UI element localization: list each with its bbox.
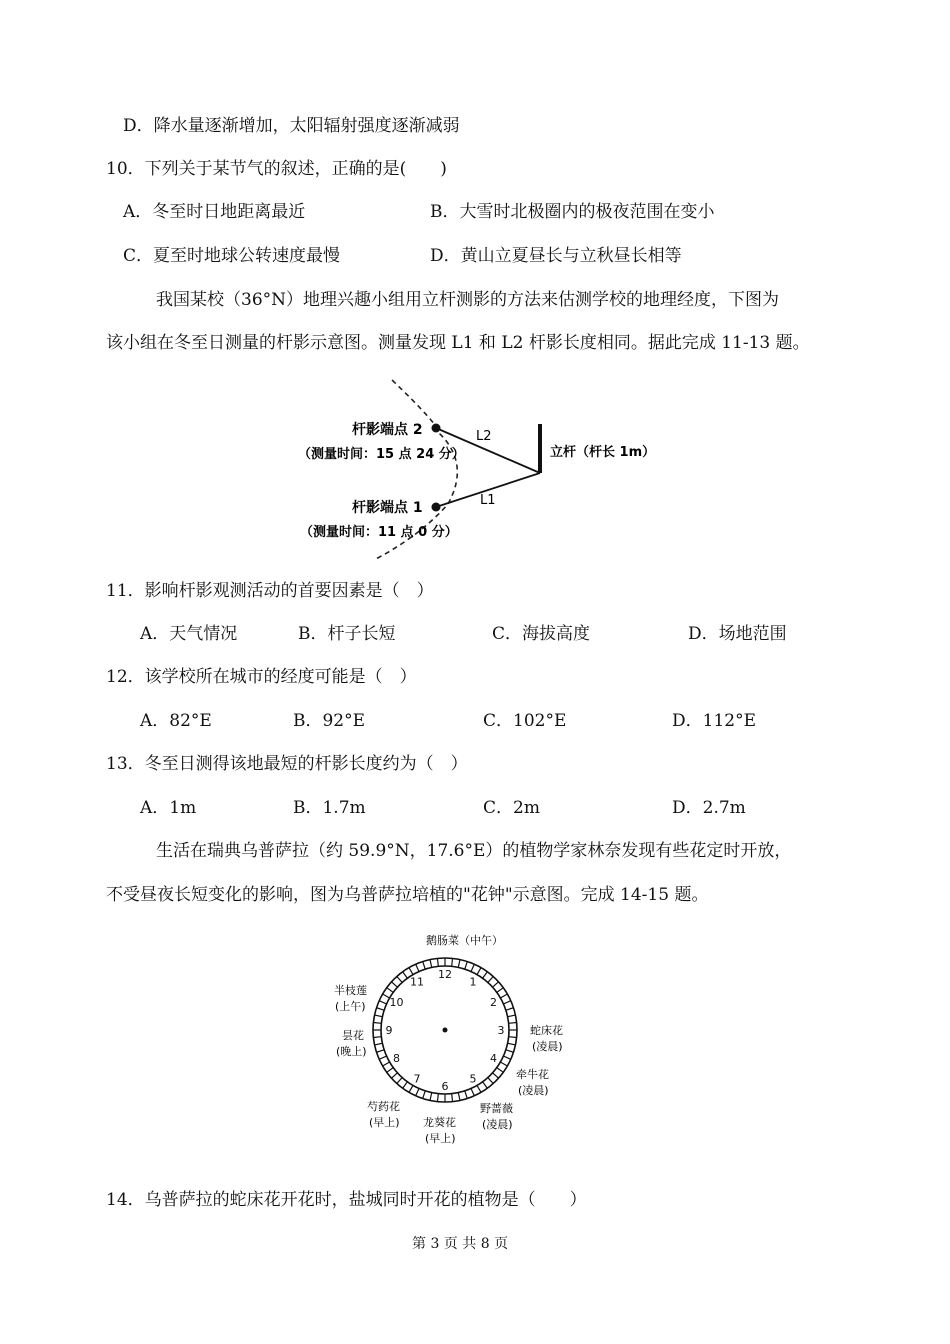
clock-ring-tick — [488, 1078, 493, 1084]
flower-bottom-time: (早上) — [425, 1132, 456, 1145]
clock-ring-tick — [437, 1094, 438, 1102]
shadow-tip-1 — [432, 503, 441, 512]
point1-time: （测量时间：11 点 0 分） — [300, 525, 458, 540]
clock-ring-tick — [373, 1037, 381, 1038]
clock-number: 1 — [469, 975, 477, 989]
flower-lower-right-time: (凌晨) — [518, 1084, 549, 1097]
l1-label: L1 — [480, 493, 496, 508]
clock-ring-tick — [409, 968, 413, 975]
q13-option-a: A．1m — [140, 798, 197, 818]
q10-option-b: B．大雪时北极圈内的极夜范围在变小 — [430, 202, 715, 222]
clock-ring-tick — [477, 968, 481, 975]
clock-number: 12 — [438, 968, 452, 981]
clock-ring-tick — [416, 964, 419, 971]
flower-upper-left-time: (上午) — [335, 1000, 366, 1013]
clock-ring-tick — [493, 982, 499, 987]
clock-ring-tick — [409, 1085, 413, 1092]
flower-lower-right-name: 牵牛花 — [516, 1068, 549, 1081]
clock-center-dot — [443, 1028, 448, 1033]
flower-right-name: 蛇床花 — [530, 1024, 563, 1037]
clock-ring-tick — [497, 988, 503, 993]
flower-right-time: (凌晨) — [532, 1040, 563, 1053]
l2-label: L2 — [476, 429, 492, 444]
clock-ring-tick — [430, 960, 432, 968]
clock-ring-tick — [500, 994, 507, 998]
point2-label: 杆影端点 2 — [352, 422, 423, 438]
clock-ring-tick — [458, 960, 460, 968]
clock-ring-tick — [506, 1008, 514, 1010]
page-footer: 第 3 页 共 8 页 — [412, 1236, 509, 1252]
flower-left-time: (晚上) — [336, 1045, 367, 1058]
clock-ring-tick — [379, 1001, 386, 1004]
clock-ring-tick — [375, 1015, 383, 1017]
q11-option-a: A．天气情况 — [140, 624, 238, 644]
point2-time: （测量时间：15 点 24 分） — [298, 447, 465, 462]
flower-bottom-right-name: 野蔷薇 — [480, 1102, 513, 1115]
clock-ring-tick — [387, 1068, 393, 1073]
clock-number: 7 — [413, 1072, 421, 1086]
flower-left-name: 昙花 — [342, 1029, 364, 1042]
clock-ring-tick — [503, 1056, 510, 1059]
q10-option-c: C．夏至时地球公转速度最慢 — [123, 246, 341, 266]
clock-number: 6 — [441, 1080, 449, 1093]
clock-ring-tick — [391, 1073, 397, 1078]
q11-option-c: C．海拔高度 — [492, 624, 591, 644]
q12-option-c: C．102°E — [483, 711, 567, 731]
clock-ring-tick — [458, 1093, 460, 1101]
clock-ring-tick — [488, 976, 493, 982]
flower-clock-figure — [320, 922, 650, 1152]
flower-bottom-name: 龙葵花 — [423, 1116, 456, 1129]
clock-ring-tick — [373, 1022, 381, 1023]
clock-ring-tick — [452, 1094, 453, 1102]
point1-label: 杆影端点 1 — [352, 500, 423, 516]
q12-stem: 12．该学校所在城市的经度可能是（ ） — [106, 667, 417, 687]
clock-number: 9 — [385, 1024, 393, 1037]
clock-ring-tick — [403, 1082, 408, 1088]
flower-upper-left-name: 半枝莲 — [334, 984, 367, 997]
clock-number: 4 — [489, 1052, 497, 1065]
q11-option-b: B．杆子长短 — [298, 624, 396, 644]
clock-number: 8 — [393, 1052, 401, 1065]
pole-shadow-figure — [290, 376, 670, 564]
clock-ring-tick — [503, 1001, 510, 1004]
clock-ring-tick — [465, 962, 467, 970]
clock-number: 5 — [469, 1072, 477, 1086]
clock-ring-tick — [377, 1008, 385, 1010]
q12-option-b: B．92°E — [293, 711, 366, 731]
clock-number: 11 — [410, 975, 424, 989]
clock-ring-tick — [452, 958, 453, 966]
clock-ring-tick — [397, 976, 402, 982]
clock-ring-tick — [509, 1037, 517, 1038]
clock-ring-tick — [383, 1062, 390, 1066]
clock-ring-tick — [506, 1050, 514, 1052]
q10-stem: 10．下列关于某节气的叙述，正确的是( ) — [106, 159, 447, 179]
q10-option-d: D．黄山立夏昼长与立秋昼长相等 — [430, 246, 682, 266]
q13-stem: 13．冬至日测得该地最短的杆影长度约为（ ） — [106, 754, 468, 774]
q11-option-d: D．场地范围 — [688, 624, 787, 644]
clock-ring-tick — [465, 1091, 467, 1099]
q14-stem: 14．乌普萨拉的蛇床花开花时，盐城同时开花的植物是（ ） — [106, 1190, 587, 1210]
clock-ring-tick — [493, 1073, 499, 1078]
clock-ring-tick — [437, 958, 438, 966]
flower-bottom-left-name: 芍药花 — [367, 1100, 400, 1113]
intro2-line2: 不受昼夜长短变化的影响，图为乌普萨拉培植的"花钟"示意图。完成 14-15 题。 — [106, 885, 709, 905]
clock-ring-tick — [430, 1093, 432, 1101]
q10-option-a: A．冬至时日地距离最近 — [123, 202, 306, 222]
clock-ring-tick — [377, 1050, 385, 1052]
clock-ring-tick — [483, 972, 488, 978]
q11-stem: 11．影响杆影观测活动的首要因素是（ ） — [106, 581, 434, 601]
q9-option-d: D．降水量逐渐增加，太阳辐射强度逐渐减弱 — [123, 116, 460, 136]
clock-ring-tick — [477, 1085, 481, 1092]
clock-ring-tick — [375, 1043, 383, 1045]
clock-ring-tick — [500, 1062, 507, 1066]
clock-ring-tick — [416, 1088, 419, 1095]
clock-number: 3 — [497, 1024, 505, 1037]
flower-bottom-left-time: (早上) — [369, 1116, 400, 1129]
intro2-line1: 生活在瑞典乌普萨拉（约 59.9°N，17.6°E）的植物学家林奈发现有些花定时开放， — [156, 841, 792, 861]
clock-ring-tick — [403, 972, 408, 978]
pole-label: 立杆（杆长 1m） — [550, 445, 656, 460]
clock-ring-tick — [391, 982, 397, 987]
clock-ring-tick — [508, 1043, 516, 1045]
flower-bottom-right-time: (凌晨) — [482, 1118, 513, 1131]
q13-option-b: B．1.7m — [293, 798, 366, 818]
clock-ring-tick — [423, 1091, 425, 1099]
clock-ring-tick — [471, 1088, 474, 1095]
clock-ring-tick — [508, 1015, 516, 1017]
intro1-line2: 该小组在冬至日测量的杆影示意图。测量发现 L1 和 L2 杆影长度相同。据此完成 11-13 题。 — [106, 333, 810, 353]
clock-ring-tick — [387, 988, 393, 993]
q13-option-c: C．2m — [483, 798, 540, 818]
clock-number: 2 — [489, 996, 497, 1009]
clock-ring-tick — [397, 1078, 402, 1084]
clock-ring-tick — [509, 1022, 517, 1023]
shadow-tip-2 — [432, 424, 441, 433]
clock-number: 10 — [389, 996, 404, 1009]
flower-top-label: 鹅肠菜（中午） — [426, 934, 503, 947]
clock-ring-tick — [471, 964, 474, 971]
clock-ring-tick — [483, 1082, 488, 1088]
q13-option-d: D．2.7m — [672, 798, 746, 818]
intro1-line1: 我国某校（36°N）地理兴趣小组用立杆测影的方法来估测学校的地理经度，下图为 — [156, 290, 780, 310]
q12-option-d: D．112°E — [672, 711, 756, 731]
clock-ring-tick — [379, 1056, 386, 1059]
clock-ring-tick — [423, 962, 425, 970]
clock-ring-tick — [497, 1068, 503, 1073]
q12-option-a: A．82°E — [140, 711, 212, 731]
